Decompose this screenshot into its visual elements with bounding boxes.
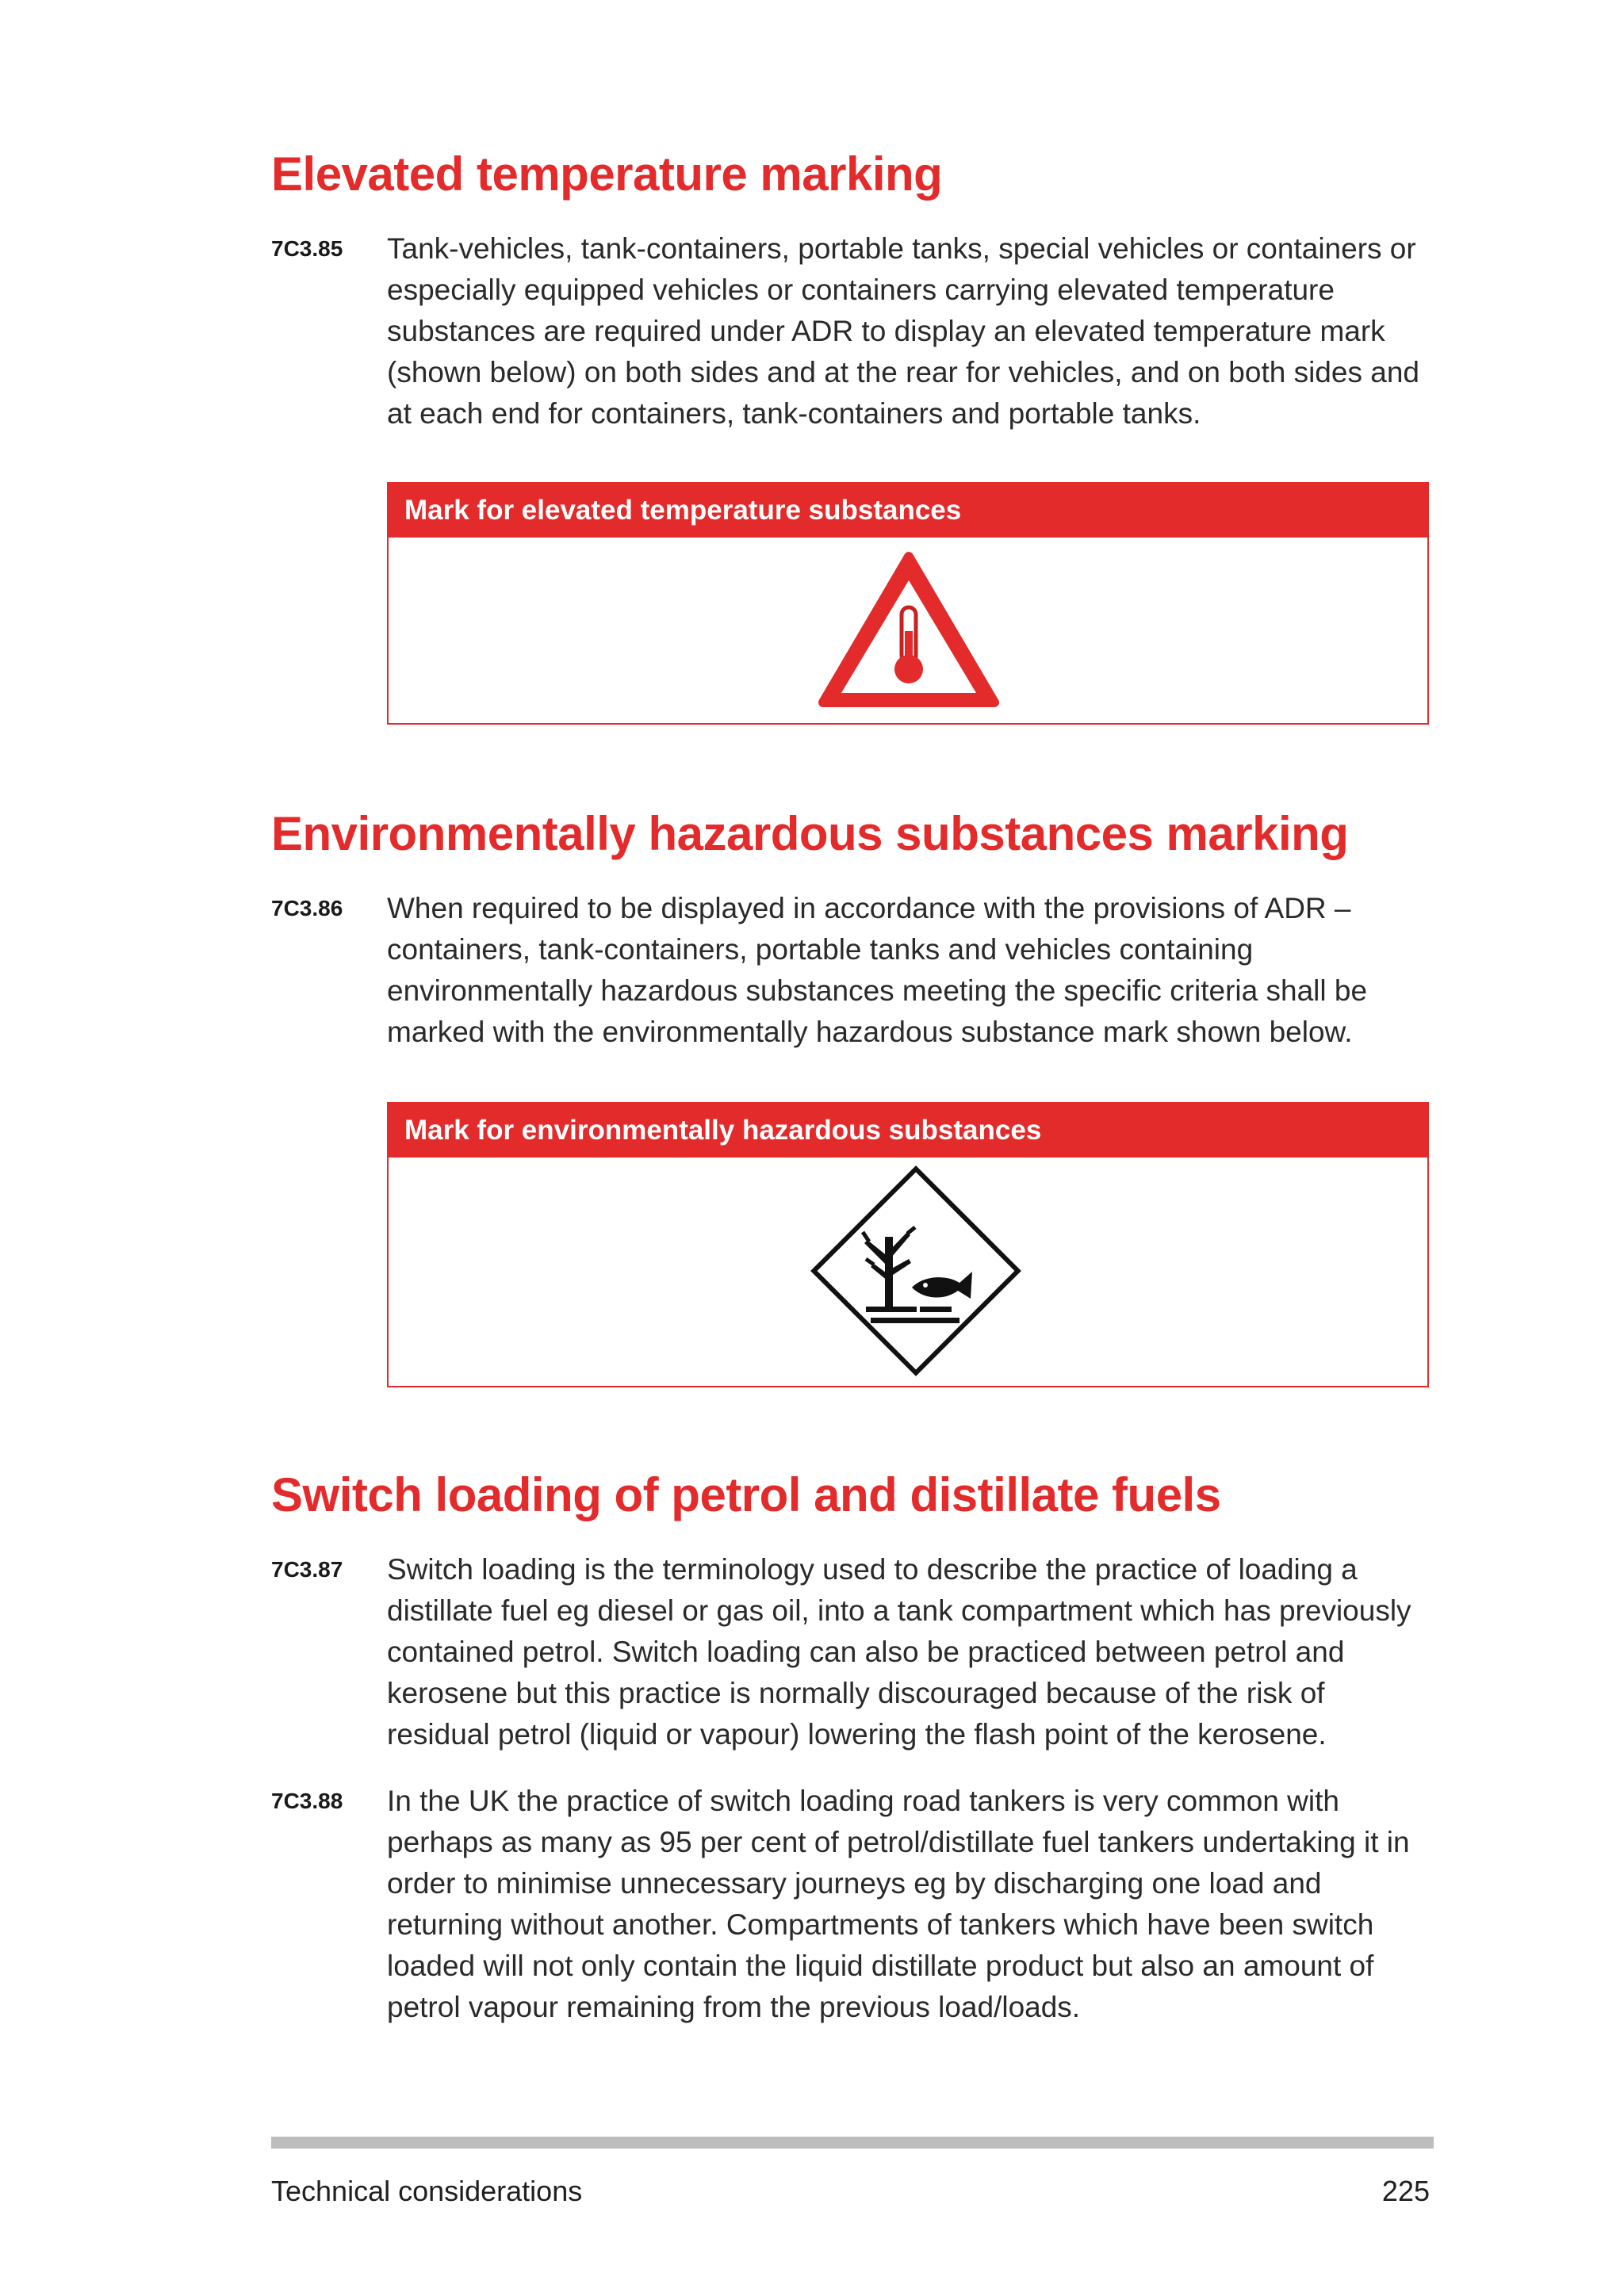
mark-box-body [389, 538, 1427, 723]
paragraph-text: When required to be displayed in accordance with the provisions of ADR – containers, tank-containers, portable tanks and vehicles containing environmentally hazardous substances meeting the specific criteria shall be marked with the environmentally hazardous substance mark shown below. [387, 892, 1368, 1048]
paragraph-7c3-85 [271, 228, 1432, 434]
footer-divider [271, 2137, 1434, 2149]
paragraph-number: 7C3.88 [271, 1789, 343, 1813]
paragraph-number: 7C3.85 [271, 236, 343, 261]
paragraph-7c3-87 [271, 1549, 1432, 1755]
environmentally-hazardous-mark-box [387, 1102, 1429, 1387]
mark-box-title: Mark for elevated temperature substances [389, 484, 1427, 538]
dead-tree-and-fish-diamond-icon [809, 1164, 1023, 1378]
paragraph-number: 7C3.87 [271, 1557, 343, 1582]
section-heading-switch-loading: Switch loading of petrol and distillate fuels [271, 1468, 1221, 1521]
mark-box-title: Mark for environmentally hazardous substances [389, 1104, 1427, 1158]
paragraph-text: Switch loading is the terminology used to describe the practice of loading a distillate fuel eg diesel or gas oil, into a tank compartment which has previously contained petrol. Switch loading can also be practiced between petrol and kerosene but this practice is normally discouraged because of the risk of residual petrol (liquid or vapour) lowering the flash point of the kerosene. [387, 1553, 1411, 1751]
section-heading-environmentally-hazardous: Environmentally hazardous substances marking [271, 807, 1349, 860]
elevated-temperature-mark-box [387, 482, 1429, 725]
paragraph-text: In the UK the practice of switch loading road tankers is very common with perhaps as many as 95 per cent of petrol/distillate fuel tankers undertaking it in order to minimise unnecessary journeys eg by discharging one load and returning without another. Compartments of tankers which have been switch loaded will not only contain the liquid distillate product but also an amount of petrol vapour remaining from the previous load/loads. [387, 1785, 1410, 2023]
page-number: 225 [1381, 2175, 1430, 2207]
mark-box-body [389, 1158, 1427, 1386]
section-heading-elevated-temperature: Elevated temperature marking [271, 147, 943, 201]
footer-section-title: Technical considerations [271, 2175, 583, 2207]
paragraph-7c3-86 [271, 888, 1432, 1053]
thermometer-warning-triangle-icon [814, 549, 1004, 715]
paragraph-text: Tank-vehicles, tank-containers, portable tanks, special vehicles or containers or especially equipped vehicles or containers carrying elevated temperature substances are required under ADR to display an elevated temperature mark (shown below) on both sides and at the rear for vehicles, and on both sides and at each end for containers, tank-containers and portable tanks. [387, 232, 1419, 430]
paragraph-7c3-88 [271, 1781, 1432, 2028]
paragraph-number: 7C3.86 [271, 896, 343, 920]
